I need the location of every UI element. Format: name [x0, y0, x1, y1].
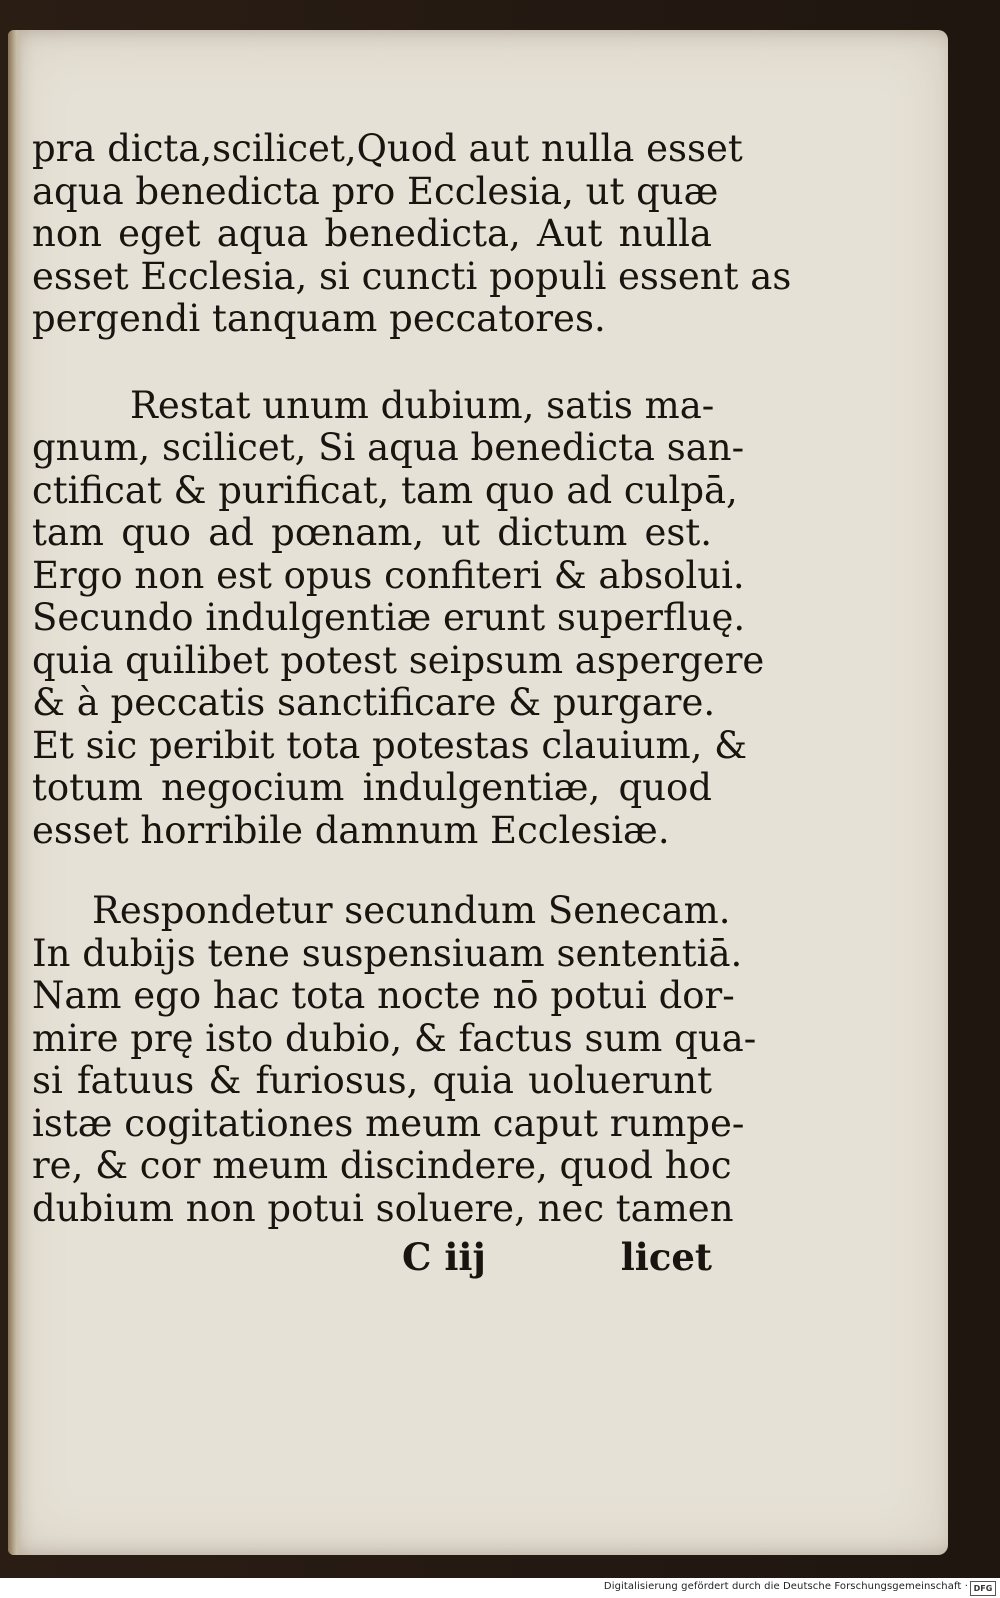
dfg-logo: DFG: [970, 1581, 996, 1596]
text-line: Et sic peribit tota potestas clauium, &: [32, 723, 748, 767]
text-line: pergendi tanquam peccatores.: [32, 297, 606, 340]
text-line: dubium non potui soluere, nec tamen: [32, 1186, 734, 1230]
paragraph-2: [32, 383, 765, 853]
signature-mark: C iij: [402, 1235, 486, 1279]
text-line: mire prę isto dubio, & factus sum qua-: [32, 1016, 757, 1060]
credit-bar: [0, 1578, 1000, 1598]
text-line: In dubijs tene suspensiuam sententiā.: [32, 931, 743, 975]
text-line: pra dicta,scilicet,Quod aut nulla esset: [32, 127, 743, 170]
text-line: quia quilibet potest seipsum aspergere: [32, 638, 765, 682]
text-line: tam quo ad pœnam, ut dictum est.: [32, 511, 712, 554]
paragraph-1: [32, 127, 792, 341]
text-line: Nam ego hac tota nocte nō potui dor-: [32, 974, 735, 1017]
page-footer: [32, 1235, 712, 1277]
text-line: Secundo indulgentiæ erunt superfluę.: [32, 596, 746, 639]
text-line: Respondetur secundum Senecam.: [92, 889, 731, 932]
text-line: re, & cor meum discindere, quod hoc: [32, 1144, 732, 1187]
paragraph-gap: [32, 852, 712, 890]
paragraph-3: [32, 889, 757, 1230]
text-line: istæ cogitationes meum caput rumpe-: [32, 1101, 745, 1145]
text-line: non eget aqua benedicta, Aut nulla: [32, 212, 712, 255]
paragraph-gap: [32, 341, 712, 385]
text-line: ctificat & purificat, tam quo ad culpā,: [32, 468, 738, 512]
text-line: Restat unum dubium, satis ma-: [130, 383, 715, 427]
catchword: licet: [620, 1235, 712, 1279]
text-line: gnum, scilicet, Si aqua benedicta san-: [32, 426, 745, 469]
credit-text: Digitalisierung gefördert durch die Deutsche Forschungsgemeinschaft ·: [603, 1581, 968, 1592]
text-line: si fatuus & furiosus, quia uoluerunt: [32, 1059, 712, 1102]
text-line: esset horribile damnum Ecclesiæ.: [32, 808, 670, 852]
text-line: Ergo non est opus confiteri & absolui.: [32, 553, 745, 597]
text-line: aqua benedicta pro Ecclesia, ut quæ: [32, 169, 719, 213]
text-line: totum negocium indulgentiæ, quod: [32, 766, 712, 809]
page-edge: [8, 30, 22, 1555]
page-text: [32, 127, 792, 1230]
text-line: esset Ecclesia, si cuncti populi essent as: [32, 254, 792, 298]
text-line: & à peccatis sanctificare & purgare.: [32, 681, 716, 724]
